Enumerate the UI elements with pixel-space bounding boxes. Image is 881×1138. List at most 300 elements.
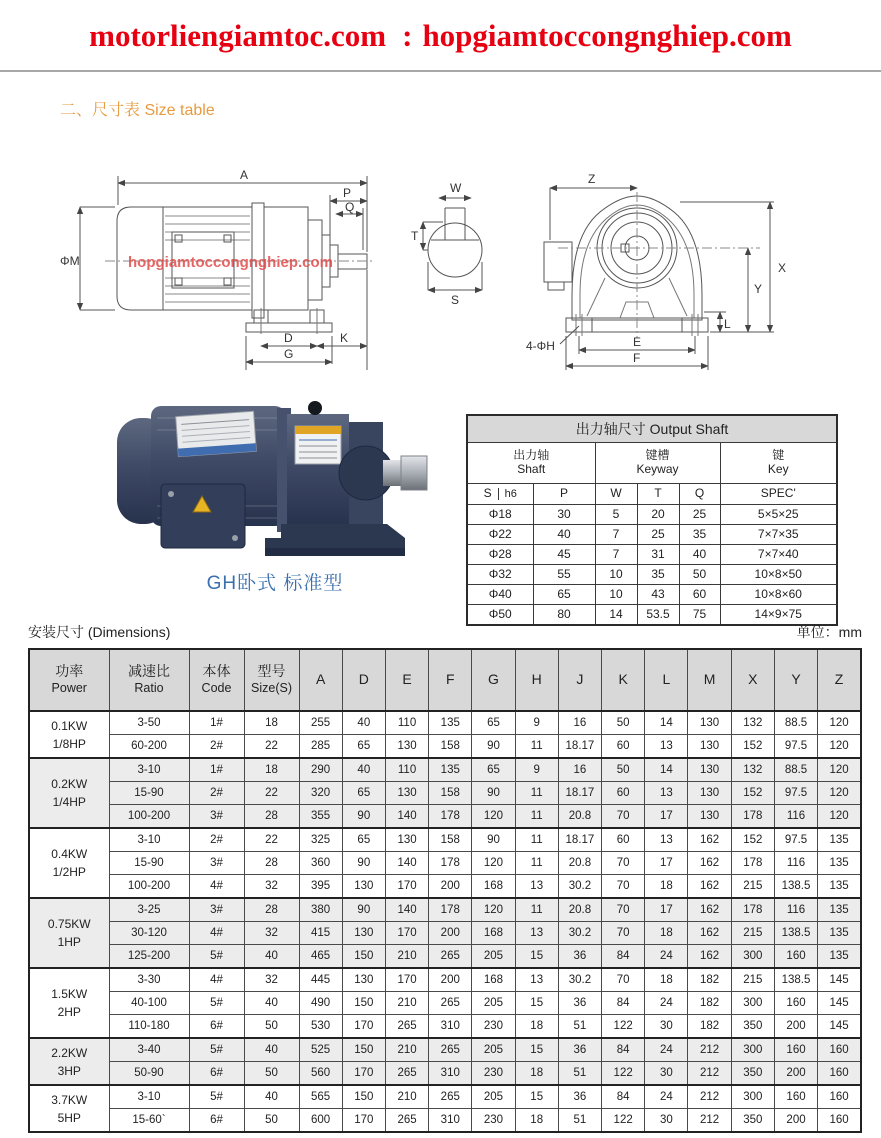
dim-value-cell: 170 [385,968,428,992]
dim-value-cell: 162 [688,852,731,875]
dim-value-cell: 200 [429,968,472,992]
table-row [29,805,861,829]
dim-value-cell: 65 [472,758,515,782]
dim-value-cell: 145 [818,992,861,1015]
dim-col-header: H [515,649,558,711]
dim-value-cell: 210 [385,1038,428,1062]
dim-value-cell: 178 [731,805,774,829]
power-cell: 2.2KW 3HP [29,1038,109,1085]
dimensions-table [28,648,862,1133]
dim-value-cell: 300 [731,1085,774,1109]
dim-value-cell: 122 [602,1109,645,1133]
shaft-data-cell: 55 [533,565,595,585]
dim-value-cell: 84 [602,1085,645,1109]
section-title: 二、尺寸表 Size table [60,102,215,119]
dim-value-cell: 6# [189,1062,244,1086]
shaft-data-cell: 43 [637,585,679,605]
shaft-data-cell: 10×8×50 [720,565,837,585]
dim-value-cell: 22 [244,828,299,852]
site-separator: : [402,18,413,53]
shaft-data-cell: 35 [637,565,679,585]
dim-value-cell: 380 [299,898,342,922]
ratio-cell: 3-10 [109,1085,189,1109]
dim-label-l: L [724,317,731,331]
dim-value-cell: 90 [342,898,385,922]
dim-value-cell: 210 [385,945,428,969]
dim-value-cell: 150 [342,1038,385,1062]
dim-value-cell: 122 [602,1015,645,1039]
dim-value-cell: 170 [342,1015,385,1039]
dim-value-cell: 84 [602,1038,645,1062]
shaft-data-cell: 10 [595,565,637,585]
dim-value-cell: 320 [299,782,342,805]
dim-value-cell: 4# [189,968,244,992]
product-caption: GH卧式 标准型 [206,573,344,594]
dim-value-cell: 310 [429,1109,472,1133]
shaft-data-cell: 30 [533,505,595,525]
dim-col-header: 减速比 Ratio [109,649,189,711]
dim-label-k: K [340,331,349,345]
dim-value-cell: 97.5 [774,735,817,759]
dim-value-cell: 6# [189,1109,244,1133]
dim-value-cell: 170 [385,875,428,899]
dim-value-cell: 265 [385,1062,428,1086]
dim-value-cell: 18 [645,875,688,899]
dim-value-cell: 138.5 [774,968,817,992]
dim-value-cell: 205 [472,1038,515,1062]
shaft-data-cell: 60 [679,585,720,605]
dim-value-cell: 14 [645,758,688,782]
dim-value-cell: 150 [342,992,385,1015]
dim-value-cell: 88.5 [774,711,817,735]
dim-col-header: F [429,649,472,711]
dim-value-cell: 350 [731,1062,774,1086]
dim-value-cell: 17 [645,898,688,922]
dim-value-cell: 4# [189,875,244,899]
watermark-text: hopgiamtoccongnghiep.com [128,254,333,271]
power-cell: 0.1KW 1/8HP [29,711,109,758]
dim-value-cell: 84 [602,992,645,1015]
shaft-data-cell: 5 [595,505,637,525]
dim-value-cell: 15 [515,992,558,1015]
dim-value-cell: 130 [688,805,731,829]
dim-value-cell: 138.5 [774,875,817,899]
dim-value-cell: 5# [189,992,244,1015]
dim-value-cell: 140 [385,898,428,922]
dim-value-cell: 28 [244,898,299,922]
ratio-cell: 40-100 [109,992,189,1015]
dim-value-cell: 18.17 [558,782,601,805]
dim-value-cell: 20.8 [558,898,601,922]
dim-value-cell: 135 [818,875,861,899]
dim-value-cell: 140 [385,852,428,875]
dim-value-cell: 18 [244,711,299,735]
shaft-data-cell: 5×5×25 [720,505,837,525]
dim-value-cell: 130 [688,735,731,759]
dim-value-cell: 130 [385,735,428,759]
dim-value-cell: 13 [645,828,688,852]
shaft-section-labels [411,181,462,307]
dim-col-header: D [342,649,385,711]
dim-value-cell: 24 [645,945,688,969]
oil-cap [308,401,322,415]
dim-value-cell: 182 [688,992,731,1015]
dim-value-cell: 300 [731,992,774,1015]
dim-col-header: G [472,649,515,711]
power-cell: 1.5KW 2HP [29,968,109,1038]
dim-value-cell: 32 [244,875,299,899]
dim-value-cell: 11 [515,852,558,875]
dim-value-cell: 215 [731,875,774,899]
dim-value-cell: 152 [731,735,774,759]
shaft-col-header: W [595,484,637,505]
dim-value-cell: 170 [342,1109,385,1133]
dim-value-cell: 205 [472,1085,515,1109]
site-header [0,18,881,54]
shaft-data-cell: Φ50 [467,605,533,626]
dim-value-cell: 162 [688,945,731,969]
dim-col-header: M [688,649,731,711]
dim-value-cell: 2# [189,828,244,852]
nameplate [176,411,257,456]
dim-value-cell: 50 [602,758,645,782]
shaft-data-cell: 65 [533,585,595,605]
dim-value-cell: 415 [299,922,342,945]
dim-value-cell: 130 [342,922,385,945]
dim-value-cell: 116 [774,852,817,875]
dim-value-cell: 24 [645,1038,688,1062]
table-row [29,828,861,852]
dim-value-cell: 310 [429,1062,472,1086]
dim-value-cell: 178 [429,852,472,875]
motor-illustration [117,401,427,556]
dim-value-cell: 5# [189,1038,244,1062]
shaft-table-title: 出力轴尺寸 Output Shaft [467,415,837,443]
dim-value-cell: 265 [385,1109,428,1133]
product-photo [105,388,430,566]
dim-value-cell: 110 [385,758,428,782]
dim-value-cell: 9 [515,758,558,782]
dim-col-header: K [602,649,645,711]
dim-value-cell: 30.2 [558,875,601,899]
dim-value-cell: 65 [342,735,385,759]
dim-value-cell: 70 [602,898,645,922]
dim-value-cell: 97.5 [774,828,817,852]
dim-value-cell: 158 [429,828,472,852]
ratio-cell: 3-50 [109,711,189,735]
dim-value-cell: 230 [472,1062,515,1086]
power-cell: 0.75KW 1HP [29,898,109,968]
dim-value-cell: 15 [515,945,558,969]
dim-value-cell: 600 [299,1109,342,1133]
dim-value-cell: 2# [189,735,244,759]
table-row [29,1062,861,1086]
dim-value-cell: 116 [774,898,817,922]
dim-value-cell: 13 [645,782,688,805]
dim-value-cell: 30.2 [558,922,601,945]
dim-value-cell: 162 [688,828,731,852]
dim-value-cell: 51 [558,1062,601,1086]
dim-value-cell: 18 [645,968,688,992]
dim-label-f: F [633,351,641,365]
dim-value-cell: 565 [299,1085,342,1109]
dim-value-cell: 50 [244,1015,299,1039]
dim-value-cell: 265 [429,1038,472,1062]
dim-label-d: D [284,331,293,345]
dim-value-cell: 160 [774,1038,817,1062]
dim-value-cell: 32 [244,968,299,992]
dim-value-cell: 120 [472,852,515,875]
dim-value-cell: 152 [731,782,774,805]
dim-value-cell: 130 [688,782,731,805]
dim-value-cell: 36 [558,992,601,1015]
dim-value-cell: 20.8 [558,852,601,875]
dim-value-cell: 135 [818,945,861,969]
dim-value-cell: 130 [342,968,385,992]
shaft-data-cell: 53.5 [637,605,679,626]
dim-value-cell: 215 [731,968,774,992]
dim-value-cell: 13 [515,968,558,992]
shaft-data-cell: 50 [679,565,720,585]
ratio-cell: 110-180 [109,1015,189,1039]
dim-value-cell: 65 [342,828,385,852]
dim-value-cell: 90 [472,782,515,805]
dim-label-s: S [451,293,460,307]
dim-value-cell: 182 [688,1015,731,1039]
dim-value-cell: 465 [299,945,342,969]
dim-value-cell: 40 [244,945,299,969]
dim-value-cell: 178 [731,898,774,922]
dim-value-cell: 60 [602,828,645,852]
shaft-data-cell: 7×7×40 [720,545,837,565]
table-row [29,992,861,1015]
table-row [467,585,837,605]
dim-value-cell: 162 [688,875,731,899]
dim-value-cell: 3# [189,898,244,922]
dim-value-cell: 200 [774,1015,817,1039]
dim-value-cell: 5# [189,1085,244,1109]
dimensions-title: 安装尺寸 (Dimensions) [28,624,171,640]
dim-col-header: E [385,649,428,711]
dim-value-cell: 135 [429,711,472,735]
table-row [29,782,861,805]
table-row [467,525,837,545]
dim-value-cell: 2# [189,782,244,805]
shaft-data-cell: 40 [533,525,595,545]
dim-value-cell: 350 [731,1109,774,1133]
table-row [29,898,861,922]
dim-value-cell: 18 [515,1062,558,1086]
technical-drawings [60,150,860,395]
dim-value-cell: 36 [558,1085,601,1109]
dim-value-cell: 135 [818,828,861,852]
shaft-data-cell: 20 [637,505,679,525]
dim-value-cell: 265 [385,1015,428,1039]
dim-value-cell: 168 [472,875,515,899]
dim-value-cell: 200 [429,922,472,945]
shaft-data-cell: Φ22 [467,525,533,545]
dim-value-cell: 265 [429,945,472,969]
dim-value-cell: 28 [244,852,299,875]
dim-value-cell: 310 [429,1015,472,1039]
table-row [467,565,837,585]
dim-value-cell: 200 [774,1062,817,1086]
shaft-group-header: 出力轴 Shaft [467,443,595,484]
dim-value-cell: 162 [688,898,731,922]
dim-value-cell: 70 [602,922,645,945]
dim-value-cell: 28 [244,805,299,829]
table-row [467,415,837,443]
shaft-data-cell: 31 [637,545,679,565]
dim-value-cell: 265 [429,1085,472,1109]
dim-value-cell: 70 [602,852,645,875]
dim-value-cell: 116 [774,805,817,829]
dim-value-cell: 120 [818,711,861,735]
output-shaft-table [466,414,838,626]
dim-value-cell: 84 [602,945,645,969]
power-cell: 0.4KW 1/2HP [29,828,109,898]
header-divider [0,70,881,72]
dim-value-cell: 1# [189,711,244,735]
dim-value-cell: 130 [688,758,731,782]
dim-value-cell: 350 [731,1015,774,1039]
ratio-cell: 15-90 [109,852,189,875]
dim-col-header: 型号 Size(S) [244,649,299,711]
power-cell: 3.7KW 5HP [29,1085,109,1132]
site-url-1: motorliengiamtoc.com [89,18,387,53]
table-row [467,545,837,565]
dim-value-cell: 30.2 [558,968,601,992]
dim-value-cell: 40 [244,992,299,1015]
dim-value-cell: 50 [602,711,645,735]
ratio-cell: 60-200 [109,735,189,759]
dim-value-cell: 120 [818,782,861,805]
ratio-cell: 15-90 [109,782,189,805]
table-row [29,875,861,899]
dim-value-cell: 122 [602,1062,645,1086]
dim-value-cell: 150 [342,945,385,969]
shaft-data-cell: 35 [679,525,720,545]
table-row [29,968,861,992]
dim-label-phim: ΦM [60,254,80,268]
dim-value-cell: 36 [558,945,601,969]
dim-value-cell: 212 [688,1109,731,1133]
dim-value-cell: 90 [342,805,385,829]
dim-label-z: Z [588,172,596,186]
dim-col-header: A [299,649,342,711]
dim-value-cell: 30 [645,1062,688,1086]
side-view-drawing [80,176,375,370]
dim-value-cell: 290 [299,758,342,782]
dim-value-cell: 178 [429,898,472,922]
dim-value-cell: 160 [818,1038,861,1062]
dim-value-cell: 60 [602,782,645,805]
table-row [29,1038,861,1062]
dim-value-cell: 13 [515,875,558,899]
dim-value-cell: 4# [189,922,244,945]
dim-value-cell: 152 [731,828,774,852]
dim-value-cell: 445 [299,968,342,992]
dim-label-w: W [450,181,462,195]
dim-value-cell: 14 [645,711,688,735]
dim-value-cell: 3# [189,805,244,829]
shaft-col-header: S h6 [467,484,533,505]
dim-value-cell: 135 [818,898,861,922]
dim-value-cell: 140 [385,805,428,829]
dim-value-cell: 212 [688,1038,731,1062]
dim-value-cell: 65 [342,782,385,805]
power-cell: 0.2KW 1/4HP [29,758,109,828]
dim-value-cell: 9 [515,711,558,735]
dim-value-cell: 51 [558,1109,601,1133]
shaft-data-cell: 80 [533,605,595,626]
dim-col-header: Z [818,649,861,711]
dim-value-cell: 70 [602,875,645,899]
dim-value-cell: 40 [342,711,385,735]
dim-value-cell: 325 [299,828,342,852]
shaft-section-drawing [423,198,482,290]
dim-col-header: X [731,649,774,711]
dim-value-cell: 168 [472,968,515,992]
table-row [467,505,837,525]
dim-value-cell: 170 [385,922,428,945]
dim-col-header: L [645,649,688,711]
dim-value-cell: 88.5 [774,758,817,782]
dim-value-cell: 360 [299,852,342,875]
dim-value-cell: 18 [515,1109,558,1133]
dim-value-cell: 120 [818,758,861,782]
dim-value-cell: 65 [472,711,515,735]
table-row [29,758,861,782]
dim-value-cell: 132 [731,758,774,782]
dim-value-cell: 22 [244,735,299,759]
shaft-data-cell: 7 [595,545,637,565]
table-row [29,922,861,945]
dim-value-cell: 200 [429,875,472,899]
dim-value-cell: 13 [515,922,558,945]
dim-value-cell: 70 [602,805,645,829]
dim-value-cell: 160 [818,1062,861,1086]
shaft-group-header: 键槽 Keyway [595,443,720,484]
shaft-group-header: 键 Key [720,443,837,484]
dim-value-cell: 160 [774,945,817,969]
dim-value-cell: 36 [558,1038,601,1062]
dim-value-cell: 210 [385,1085,428,1109]
dim-value-cell: 120 [472,805,515,829]
shaft-data-cell: 25 [637,525,679,545]
dim-col-header: Y [774,649,817,711]
ratio-cell: 3-40 [109,1038,189,1062]
dim-value-cell: 230 [472,1109,515,1133]
dim-value-cell: 355 [299,805,342,829]
dim-value-cell: 135 [818,922,861,945]
dim-value-cell: 90 [342,852,385,875]
table-row [29,711,861,735]
dim-value-cell: 24 [645,1085,688,1109]
table-row [467,484,837,505]
dim-value-cell: 11 [515,898,558,922]
dim-value-cell: 158 [429,782,472,805]
dim-value-cell: 162 [688,922,731,945]
table-row [29,1015,861,1039]
dim-value-cell: 200 [774,1109,817,1133]
dim-value-cell: 110 [385,711,428,735]
ratio-cell: 30-120 [109,922,189,945]
dim-value-cell: 24 [645,992,688,1015]
dim-value-cell: 5# [189,945,244,969]
dim-value-cell: 120 [472,898,515,922]
dim-value-cell: 265 [429,992,472,1015]
